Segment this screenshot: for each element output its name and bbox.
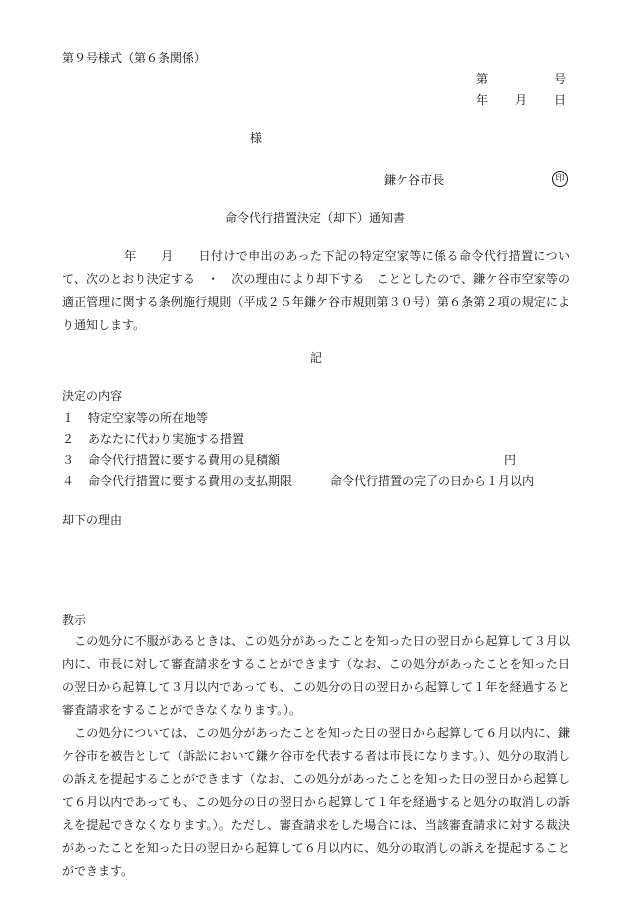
doc-number-prefix: 第 — [476, 72, 489, 86]
seal-mark: 印 — [552, 171, 568, 187]
item-number: １ — [62, 411, 75, 425]
notice-paragraph-2: この処分については、この処分があったことを知った日の翌日から起算して６月以内に、鎌ケ谷市を被告として（訴訟において鎌ケ谷市を代表する者は市長になります。）、処分の取消しの訴えを提起することができます（なお、この処分があったことを知った日の翌日から起算して６月以内であっても、この処分の日の翌日から起算して１年を経過すると処分の取消しの訴えを提起できなくなります。）。ただし、審査請求をした場合には、当該審査請求に対する裁決があったことを知った日の翌日から起算して６月以内に、処分の取消しの訴えを提起することができます。 — [62, 726, 570, 878]
notice-paragraph-1: この処分に不服があるときは、この処分があったことを知った日の翌日から起算して３月以内に、市長に対して審査請求をすることができます（なお、この処分があったことを知った日の翌日から起算して３月以内であっても、この処分の日の翌日から起算して１年を経過すると審査請求をすることができなくなります。）。 — [62, 634, 570, 717]
addressee-suffix: 様 — [250, 131, 263, 145]
decision-heading: 決定の内容 — [62, 389, 123, 403]
list-item — [62, 473, 292, 489]
item-text: 特定空家等の所在地等 — [88, 411, 209, 425]
list-item — [62, 452, 280, 468]
body-paragraph: 年 月 日付けで申出のあった下記の特定空家等に係る命令代行措置について、次のとおり決定する ・ 次の理由により却下する こととしたので、鎌ケ谷市空家等の適正管理に関する条例施行規則（平成２５年鎌ケ谷市規則第３０号）第６条第２項の規定により通知します。 — [62, 249, 570, 332]
list-item — [62, 431, 244, 447]
item-text: あなたに代わり実施する措置 — [88, 432, 245, 446]
item-deadline: 命令代行措置の完了の日から１月以内 — [330, 474, 535, 488]
date-year: 年 — [476, 93, 489, 107]
ki-label: 記 — [310, 351, 323, 365]
item-number: ３ — [62, 453, 75, 467]
item-unit: 円 — [504, 453, 517, 467]
date-day: 日 — [554, 93, 567, 107]
item-text: 命令代行措置に要する費用の支払期限 — [88, 474, 293, 488]
item-text: 命令代行措置に要する費用の見積額 — [88, 453, 281, 467]
rejection-heading: 却下の理由 — [62, 513, 123, 527]
item-number: ４ — [62, 474, 75, 488]
item-number: ２ — [62, 432, 75, 446]
document-title: 命令代行措置決定（却下）通知書 — [224, 211, 405, 225]
doc-number-suffix: 号 — [554, 72, 567, 86]
list-item — [62, 410, 208, 426]
notice-heading: 教示 — [62, 613, 87, 627]
sender-name: 鎌ケ谷市長 — [384, 173, 445, 187]
form-label: 第９号様式（第６条関係） — [62, 51, 207, 65]
date-month: 月 — [515, 93, 528, 107]
